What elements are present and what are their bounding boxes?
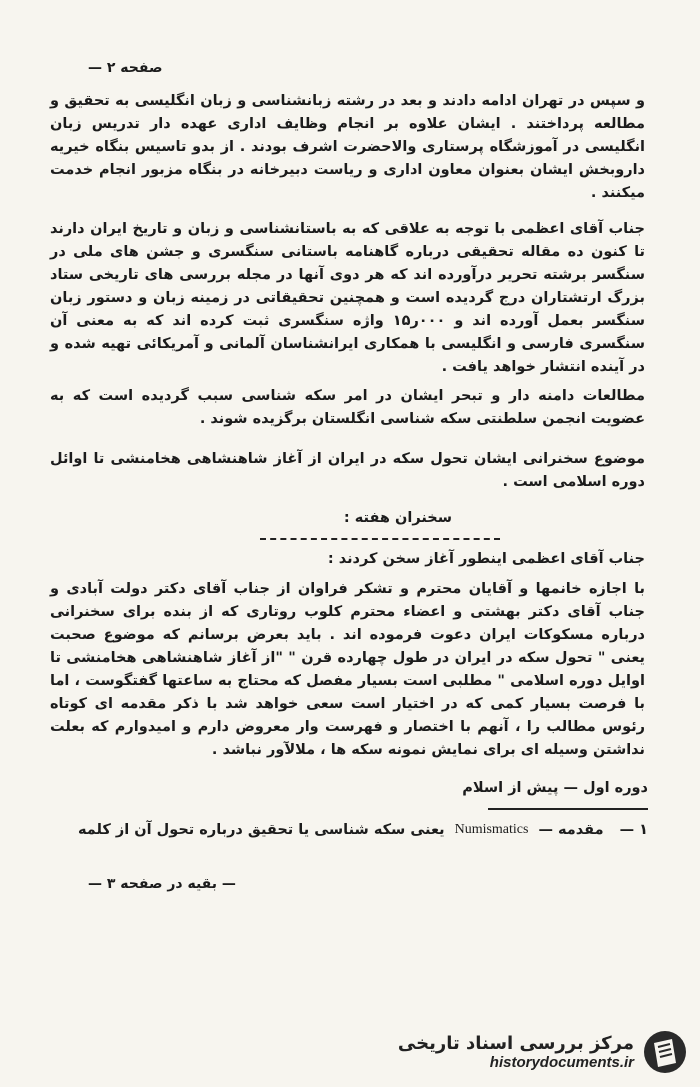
- watermark-persian: مرکز بررسی اسناد تاریخی: [397, 1033, 634, 1054]
- archive-logo-icon: [642, 1029, 688, 1075]
- watermark-text: [398, 1033, 634, 1071]
- numismatics-line: [48, 822, 648, 838]
- watermark-url: historydocuments.ir: [489, 1054, 634, 1071]
- item-number: ۱ —: [619, 822, 648, 838]
- page-header: صفحه ۲ —: [88, 60, 163, 76]
- paragraph-topic: [50, 448, 645, 494]
- paragraph-text: مطالعات دامنه دار و تبحر ایشان در امر سکه شناسی سبب گردیده است که به عضویت انجمن سلطنتی سکه شناسی انگلستان برگزیده شوند .: [50, 388, 645, 427]
- latin-term: Numismatics: [454, 822, 529, 837]
- part-title: دوره اول — پیش از اسلام: [462, 780, 648, 796]
- section-title: سخنران هفته :: [343, 510, 452, 526]
- paragraph-numismatics: [50, 385, 645, 431]
- paragraph-research: [50, 218, 645, 379]
- part-underline: [488, 808, 648, 810]
- item-text: یعنی سکه شناسی یا تحقیق درباره تحول آن از کلمه: [78, 822, 445, 838]
- page-footer: — بقیه در صفحه ۳ —: [88, 876, 236, 892]
- paragraph-text: و سپس در تهران ادامه دادند و بعد در رشته زبانشناسی و زبان انگلیسی به تحقیق و مطالعه پرداختند . ایشان علاوه بر انجام وظایف اداری عهده دار تدریس زبان انگلیسی در آموزشگاه پرستاری والاحضرت اشرف بودند . از بدو تاسیس بنگاه خیریه داروبخش ایشان بعنوان معاون اداری و ریاست دبیرخانه در بنگاه مزبور انجام خدمت میکنند .: [50, 93, 645, 201]
- section-divider: [260, 538, 500, 540]
- paragraph-bio: [50, 90, 645, 205]
- paragraph-speech: [50, 578, 645, 762]
- item-label: مقدمه —: [538, 822, 604, 838]
- paragraph-intro: [50, 548, 645, 571]
- paragraph-text: جناب آقای اعظمی اینطور آغاز سخن کردند :: [327, 551, 645, 567]
- paragraph-text: با اجازه خانمها و آقایان محترم و تشکر فراوان از جناب آقای دکتر دولت آبادی و جناب آقای دکتر بهشتی و اعضاء محترم کلوب روتاری که از بنده برای سخنرانی درباره مسکوکات ایران دعوت فرموده اند . باید بعرض برسانم که موضوع صحبت یعنی " تحول سکه در ایران در طول چهارده قرن " "از آغاز شاهنشاهی هخامنشی تا اوایل دوره اسلامی " مطلبی است بسیار مفصل که محتاج به ساعتها گفتگوست ، اما با فرصت بسیار کمی که در اختیار است سعی خواهد شد با ذکر مقدمه ای کوتاه رئوس مطالب را ، آنهم با اختصار و فهرست وار معروض دارم و امیدوارم که بعلت نداشتن وسیله ای برای نمایش نمونه سکه ها ، ملالآور نباشد .: [50, 581, 645, 758]
- watermark: [398, 1029, 688, 1075]
- paragraph-text: جناب آقای اعظمی با توجه به علاقی که به باستانشناسی و زبان و تاریخ ایران دارند تا کنون ده مقاله تحقیقی درباره گاهنامه باستانی سنگسری و جشن های ملی در سنگسر برشته تحریر درآورده اند که هر دوی آنها در مجله بررسی های تاریخی ستاد بزرگ ارتشتاران درج گردیده است و همچنین تحقیقاتی در زمینه زبان و دستور زبان سنگسر بعمل آورده اند و ۰۰۰ر۱۵ واژه سنگسری ثبت کرده اند که به معنی آن سنگسری فارسی و انگلیسی با همکاری ایرانشناسان آلمانی و آمریکائی تهیه شده و در آینده انتشار خواهد یافت .: [50, 221, 645, 375]
- paragraph-text: موضوع سخنرانی ایشان تحول سکه در ایران از آغاز شاهنشاهی هخامنشی تا اوائل دوره اسلامی است .: [50, 451, 645, 490]
